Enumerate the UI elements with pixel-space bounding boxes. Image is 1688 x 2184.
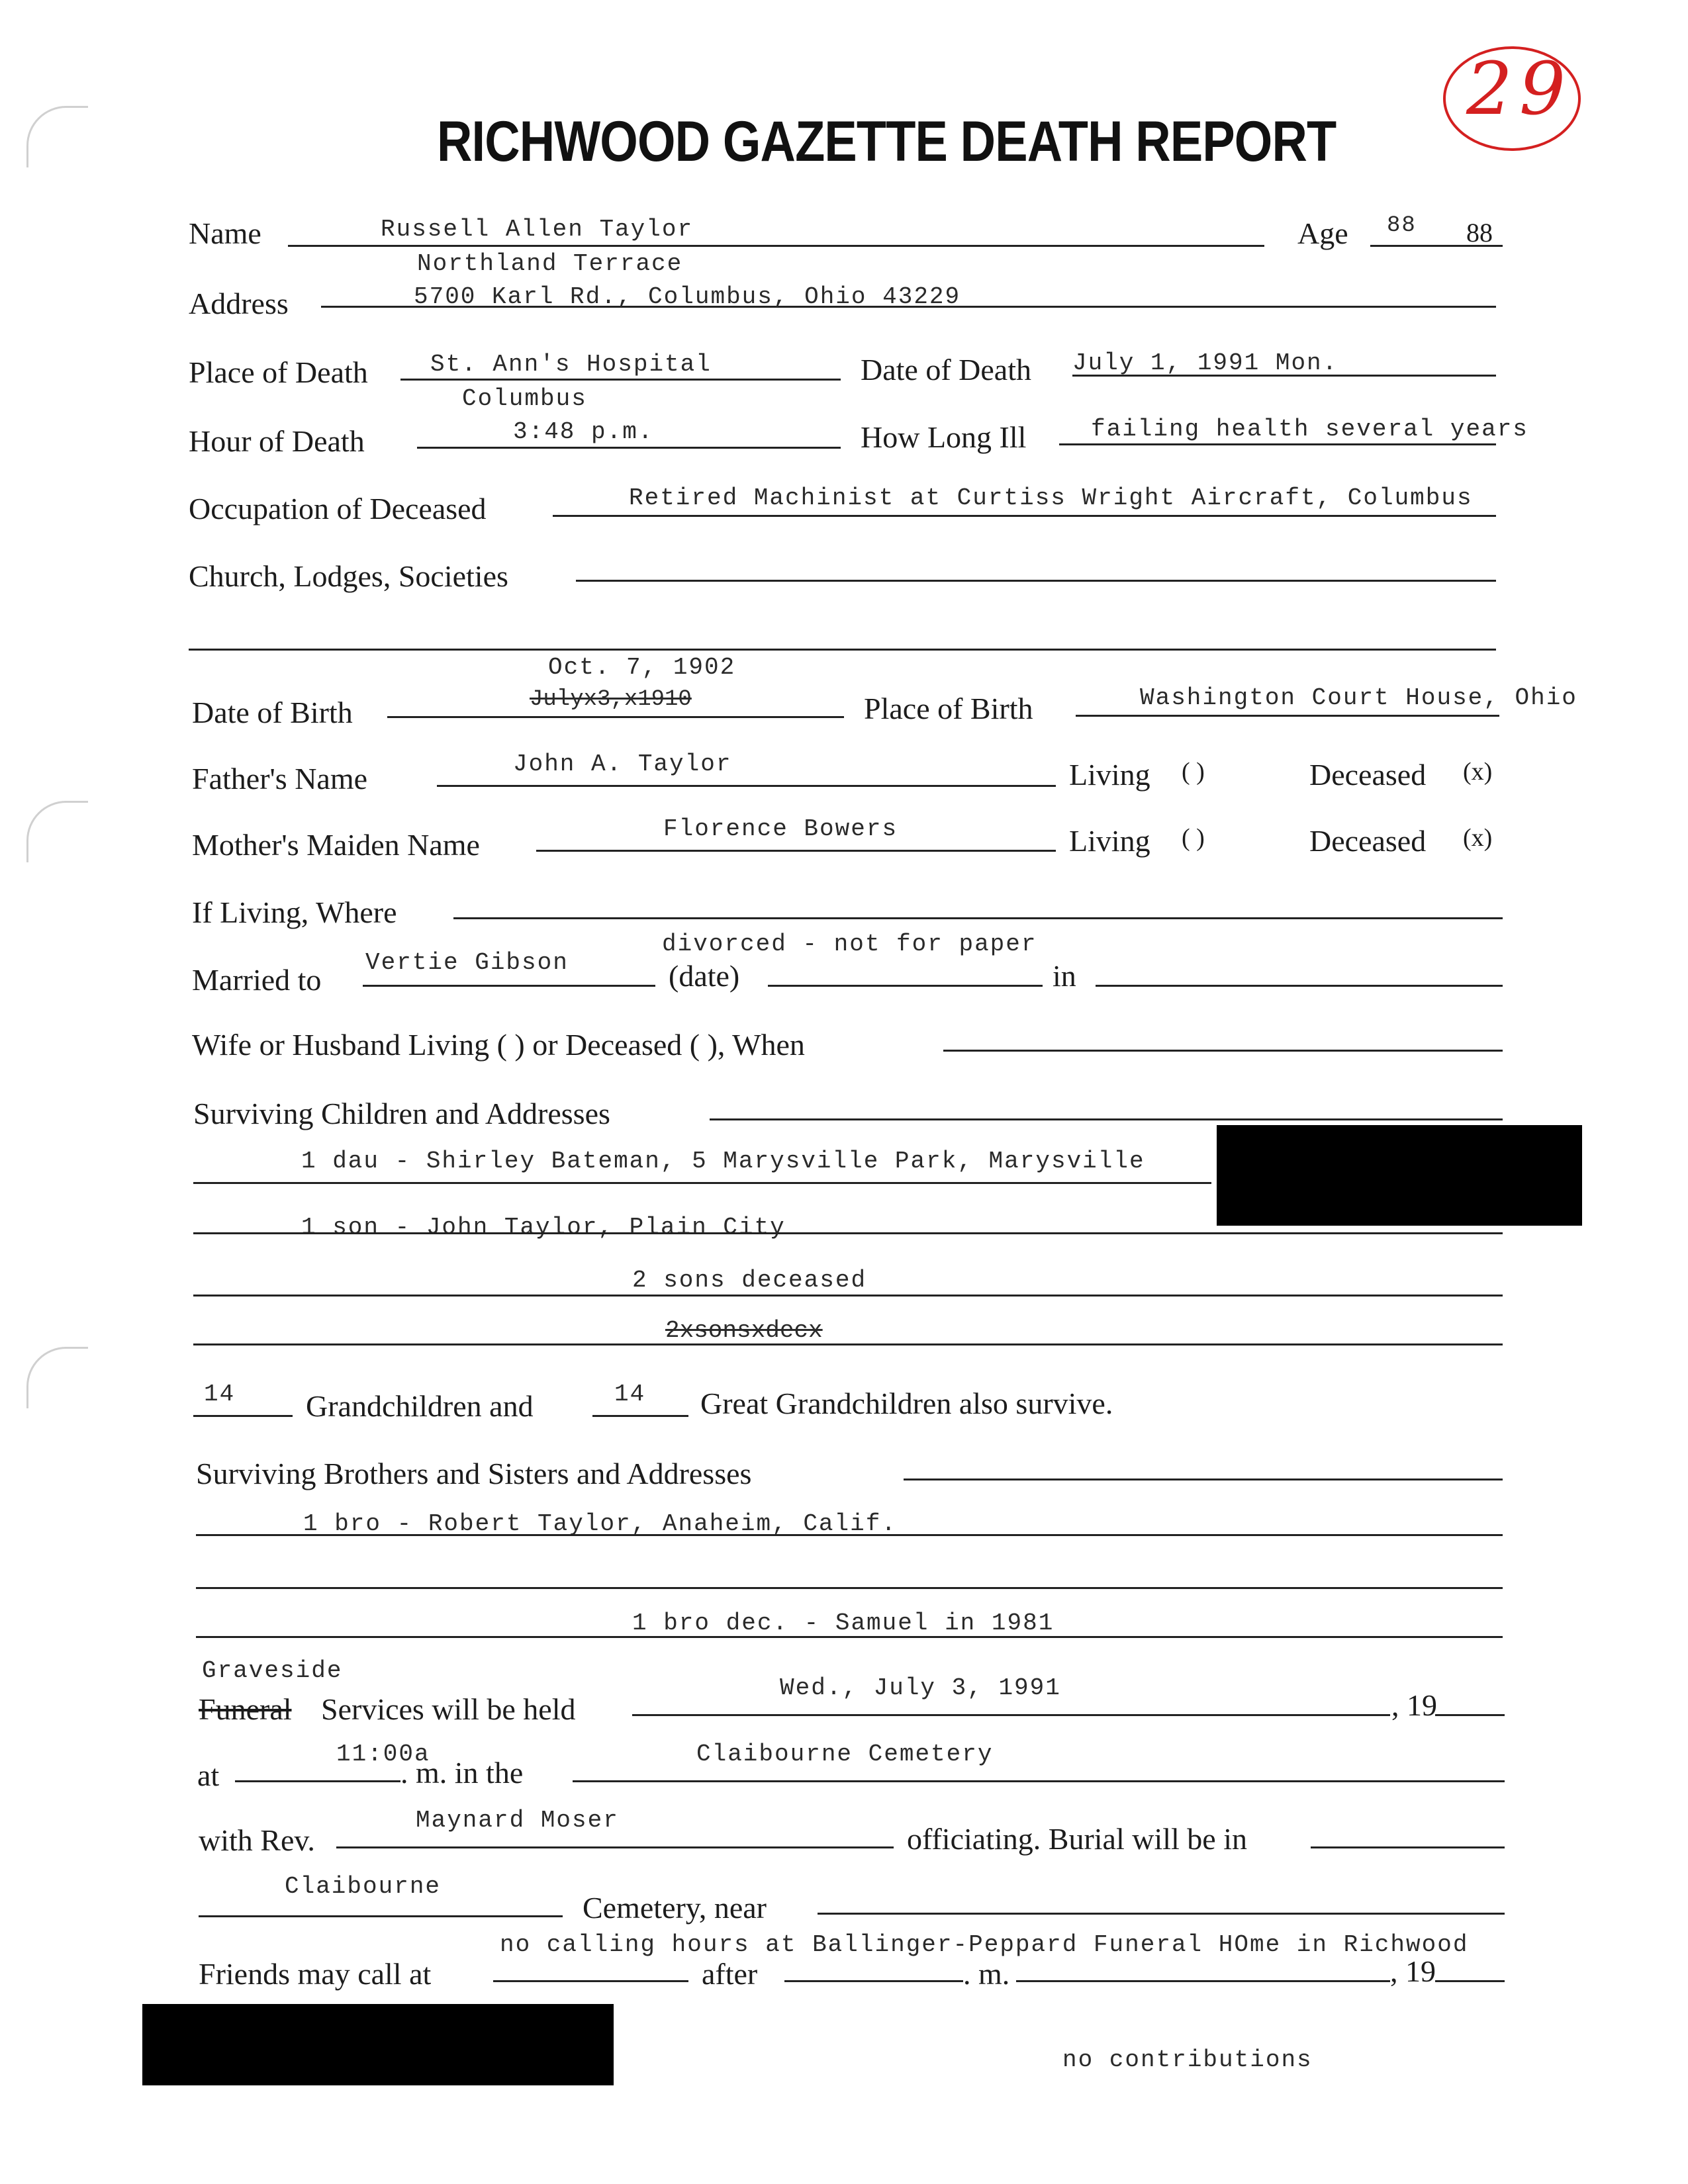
after-date-line <box>1016 1980 1390 1982</box>
friends-year-line <box>1435 1980 1505 1982</box>
mother-label: Mother's Maiden Name <box>192 828 480 862</box>
child-2-line <box>193 1232 1503 1234</box>
services-19-label: , 19 <box>1391 1688 1437 1722</box>
with-rev-label: with Rev. <box>199 1823 315 1857</box>
surviving-children-line <box>710 1118 1503 1120</box>
father-value: John A. Taylor <box>513 751 732 778</box>
address-line2: 5700 Karl Rd., Columbus, Ohio 43229 <box>414 283 961 310</box>
cemetery-near-label: Cemetery, near <box>583 1891 767 1925</box>
occupation-label: Occupation of Deceased <box>189 492 487 525</box>
child-3: 2 sons deceased <box>632 1267 867 1294</box>
place-of-death-value: St. Ann's Hospital <box>430 351 712 378</box>
child-4-line <box>193 1343 1503 1345</box>
date-of-birth-line <box>387 716 844 718</box>
redaction-box-1 <box>1217 1125 1582 1226</box>
age-label: Age <box>1297 216 1348 250</box>
father-line <box>437 785 1056 787</box>
child-1: 1 dau - Shirley Bateman, 5 Marysville Park, Marysville <box>301 1148 1145 1175</box>
great-grandchildren-label: Great Grandchildren also survive. <box>700 1387 1113 1420</box>
date-of-birth-value: Oct. 7, 1902 <box>548 654 736 681</box>
church-line-2 <box>189 649 1496 651</box>
date-of-birth-struck: Julyx3,x1910 <box>530 687 692 712</box>
spouse-status-line <box>943 1050 1503 1052</box>
grandchildren-label: Grandchildren and <box>306 1389 534 1423</box>
child-3-line <box>193 1295 1503 1297</box>
friends-call-line <box>493 1980 688 1982</box>
service-year-line <box>1435 1714 1505 1716</box>
if-living-where-line <box>453 917 1503 919</box>
mother-deceased-label: Deceased <box>1309 824 1427 858</box>
punch-hole-middle <box>26 801 88 862</box>
after-label: after <box>702 1957 758 1991</box>
burial-cemetery-line <box>199 1915 563 1917</box>
service-date: Wed., July 3, 1991 <box>780 1674 1061 1702</box>
service-place: Claibourne Cemetery <box>696 1741 994 1768</box>
name-label: Name <box>189 216 261 250</box>
in-label: in <box>1053 959 1076 993</box>
officiating-label: officiating. Burial will be in <box>907 1822 1247 1856</box>
child-1-line <box>193 1182 1211 1184</box>
father-label: Father's Name <box>192 762 368 796</box>
name-line <box>288 245 1264 247</box>
address-line1: Northland Terrace <box>417 250 683 277</box>
burial-in-line <box>1311 1846 1505 1848</box>
great-grandchildren-count: 14 <box>614 1381 646 1408</box>
name-value: Russell Allen Taylor <box>381 216 694 243</box>
rev-line <box>336 1846 894 1848</box>
place-of-death-line <box>400 379 841 381</box>
sibling-1-line <box>196 1534 1503 1536</box>
service-place-line <box>573 1780 1505 1782</box>
page-title: RICHWOOD GAZETTE DEATH REPORT <box>437 110 1336 173</box>
if-living-where-label: If Living, Where <box>192 895 397 929</box>
father-deceased-label: Deceased <box>1309 758 1427 792</box>
date-label: (date) <box>669 959 740 993</box>
cemetery-near-line <box>818 1913 1505 1915</box>
date-of-death-value: July 1, 1991 Mon. <box>1072 349 1338 377</box>
services-held-label: Services will be held <box>321 1692 576 1726</box>
hour-of-death-value: 3:48 p.m. <box>513 418 654 445</box>
age-overwrite: 88 <box>1466 218 1493 248</box>
how-long-ill-value: failing health several years <box>1091 416 1528 443</box>
how-long-ill-label: How Long Ill <box>861 420 1027 454</box>
sibling-2-line <box>196 1636 1503 1638</box>
child-4-struck: 2xsonsxdecx <box>665 1317 823 1344</box>
sibling-blank-line <box>196 1587 1503 1589</box>
mother-line <box>536 850 1056 852</box>
m-dot-label: . m. <box>963 1957 1010 1991</box>
church-label: Church, Lodges, Societies <box>189 559 508 593</box>
date-of-birth-label: Date of Birth <box>192 696 353 729</box>
place-of-birth-value: Washington Court House, Ohio <box>1140 684 1577 711</box>
friends-may-call-label: Friends may call at <box>199 1957 432 1991</box>
siblings-label: Surviving Brothers and Sisters and Addresses <box>196 1457 752 1490</box>
married-to-line <box>363 985 655 987</box>
mother-deceased-box: (x) <box>1463 824 1493 852</box>
grandchildren-count: 14 <box>204 1381 236 1408</box>
child-2: 1 son - John Taylor, Plain City <box>301 1214 786 1241</box>
friends-call-value: no calling hours at Ballinger-Peppard Funeral HOme in Richwood <box>500 1931 1469 1958</box>
father-deceased-box: (x) <box>1463 758 1493 786</box>
rev-value: Maynard Moser <box>416 1807 619 1834</box>
grandchildren-line <box>193 1415 293 1417</box>
service-time-line <box>235 1780 400 1782</box>
married-date-line <box>768 985 1043 987</box>
hour-of-death-label: Hour of Death <box>189 424 365 458</box>
m-in-the-label: . m. in the <box>400 1756 524 1790</box>
age-value: 88 <box>1387 213 1417 238</box>
burial-cemetery: Claibourne <box>285 1873 442 1900</box>
punch-hole-bottom <box>26 1347 88 1408</box>
after-line <box>784 1980 963 1982</box>
service-type: Graveside <box>202 1657 343 1684</box>
father-living-box: ( ) <box>1182 758 1205 786</box>
service-time: 11:00a <box>336 1741 430 1768</box>
marriage-note: divorced - not for paper <box>662 931 1037 958</box>
at-label: at <box>197 1758 220 1792</box>
friends-19-label: , 19 <box>1390 1954 1436 1988</box>
great-grandchildren-line <box>592 1415 688 1417</box>
siblings-line <box>904 1479 1503 1480</box>
mother-living-label: Living <box>1069 824 1150 858</box>
redaction-box-2 <box>142 2004 614 2085</box>
funeral-struck: Funeral <box>199 1692 292 1726</box>
mother-value: Florence Bowers <box>663 815 898 842</box>
mother-living-box: ( ) <box>1182 824 1205 852</box>
married-to-label: Married to <box>192 963 322 997</box>
place-of-birth-label: Place of Birth <box>864 692 1033 725</box>
place-of-birth-line <box>1076 715 1499 717</box>
punch-hole-top <box>26 106 88 167</box>
occupation-value: Retired Machinist at Curtiss Wright Aircraft, Columbus <box>629 484 1473 512</box>
address-label: Address <box>189 287 289 320</box>
contributions-note: no contributions <box>1062 2046 1313 2073</box>
spouse-status-label: Wife or Husband Living ( ) or Deceased ( ), When <box>192 1028 805 1062</box>
occupation-line <box>553 515 1496 517</box>
service-date-line <box>632 1714 1390 1716</box>
place-of-death-city: Columbus <box>462 385 587 412</box>
married-to-value: Vertie Gibson <box>365 949 569 976</box>
how-long-ill-line <box>1059 443 1496 445</box>
place-of-death-label: Place of Death <box>189 355 368 389</box>
married-in-line <box>1096 985 1503 987</box>
surviving-children-label: Surviving Children and Addresses <box>193 1097 610 1130</box>
sibling-2: 1 bro dec. - Samuel in 1981 <box>632 1610 1055 1637</box>
date-of-death-label: Date of Death <box>861 353 1031 387</box>
church-line <box>576 580 1496 582</box>
hour-of-death-line <box>417 447 841 449</box>
father-living-label: Living <box>1069 758 1150 792</box>
page-number-text: 29 <box>1466 46 1572 131</box>
sibling-1: 1 bro - Robert Taylor, Anaheim, Calif. <box>303 1510 897 1537</box>
